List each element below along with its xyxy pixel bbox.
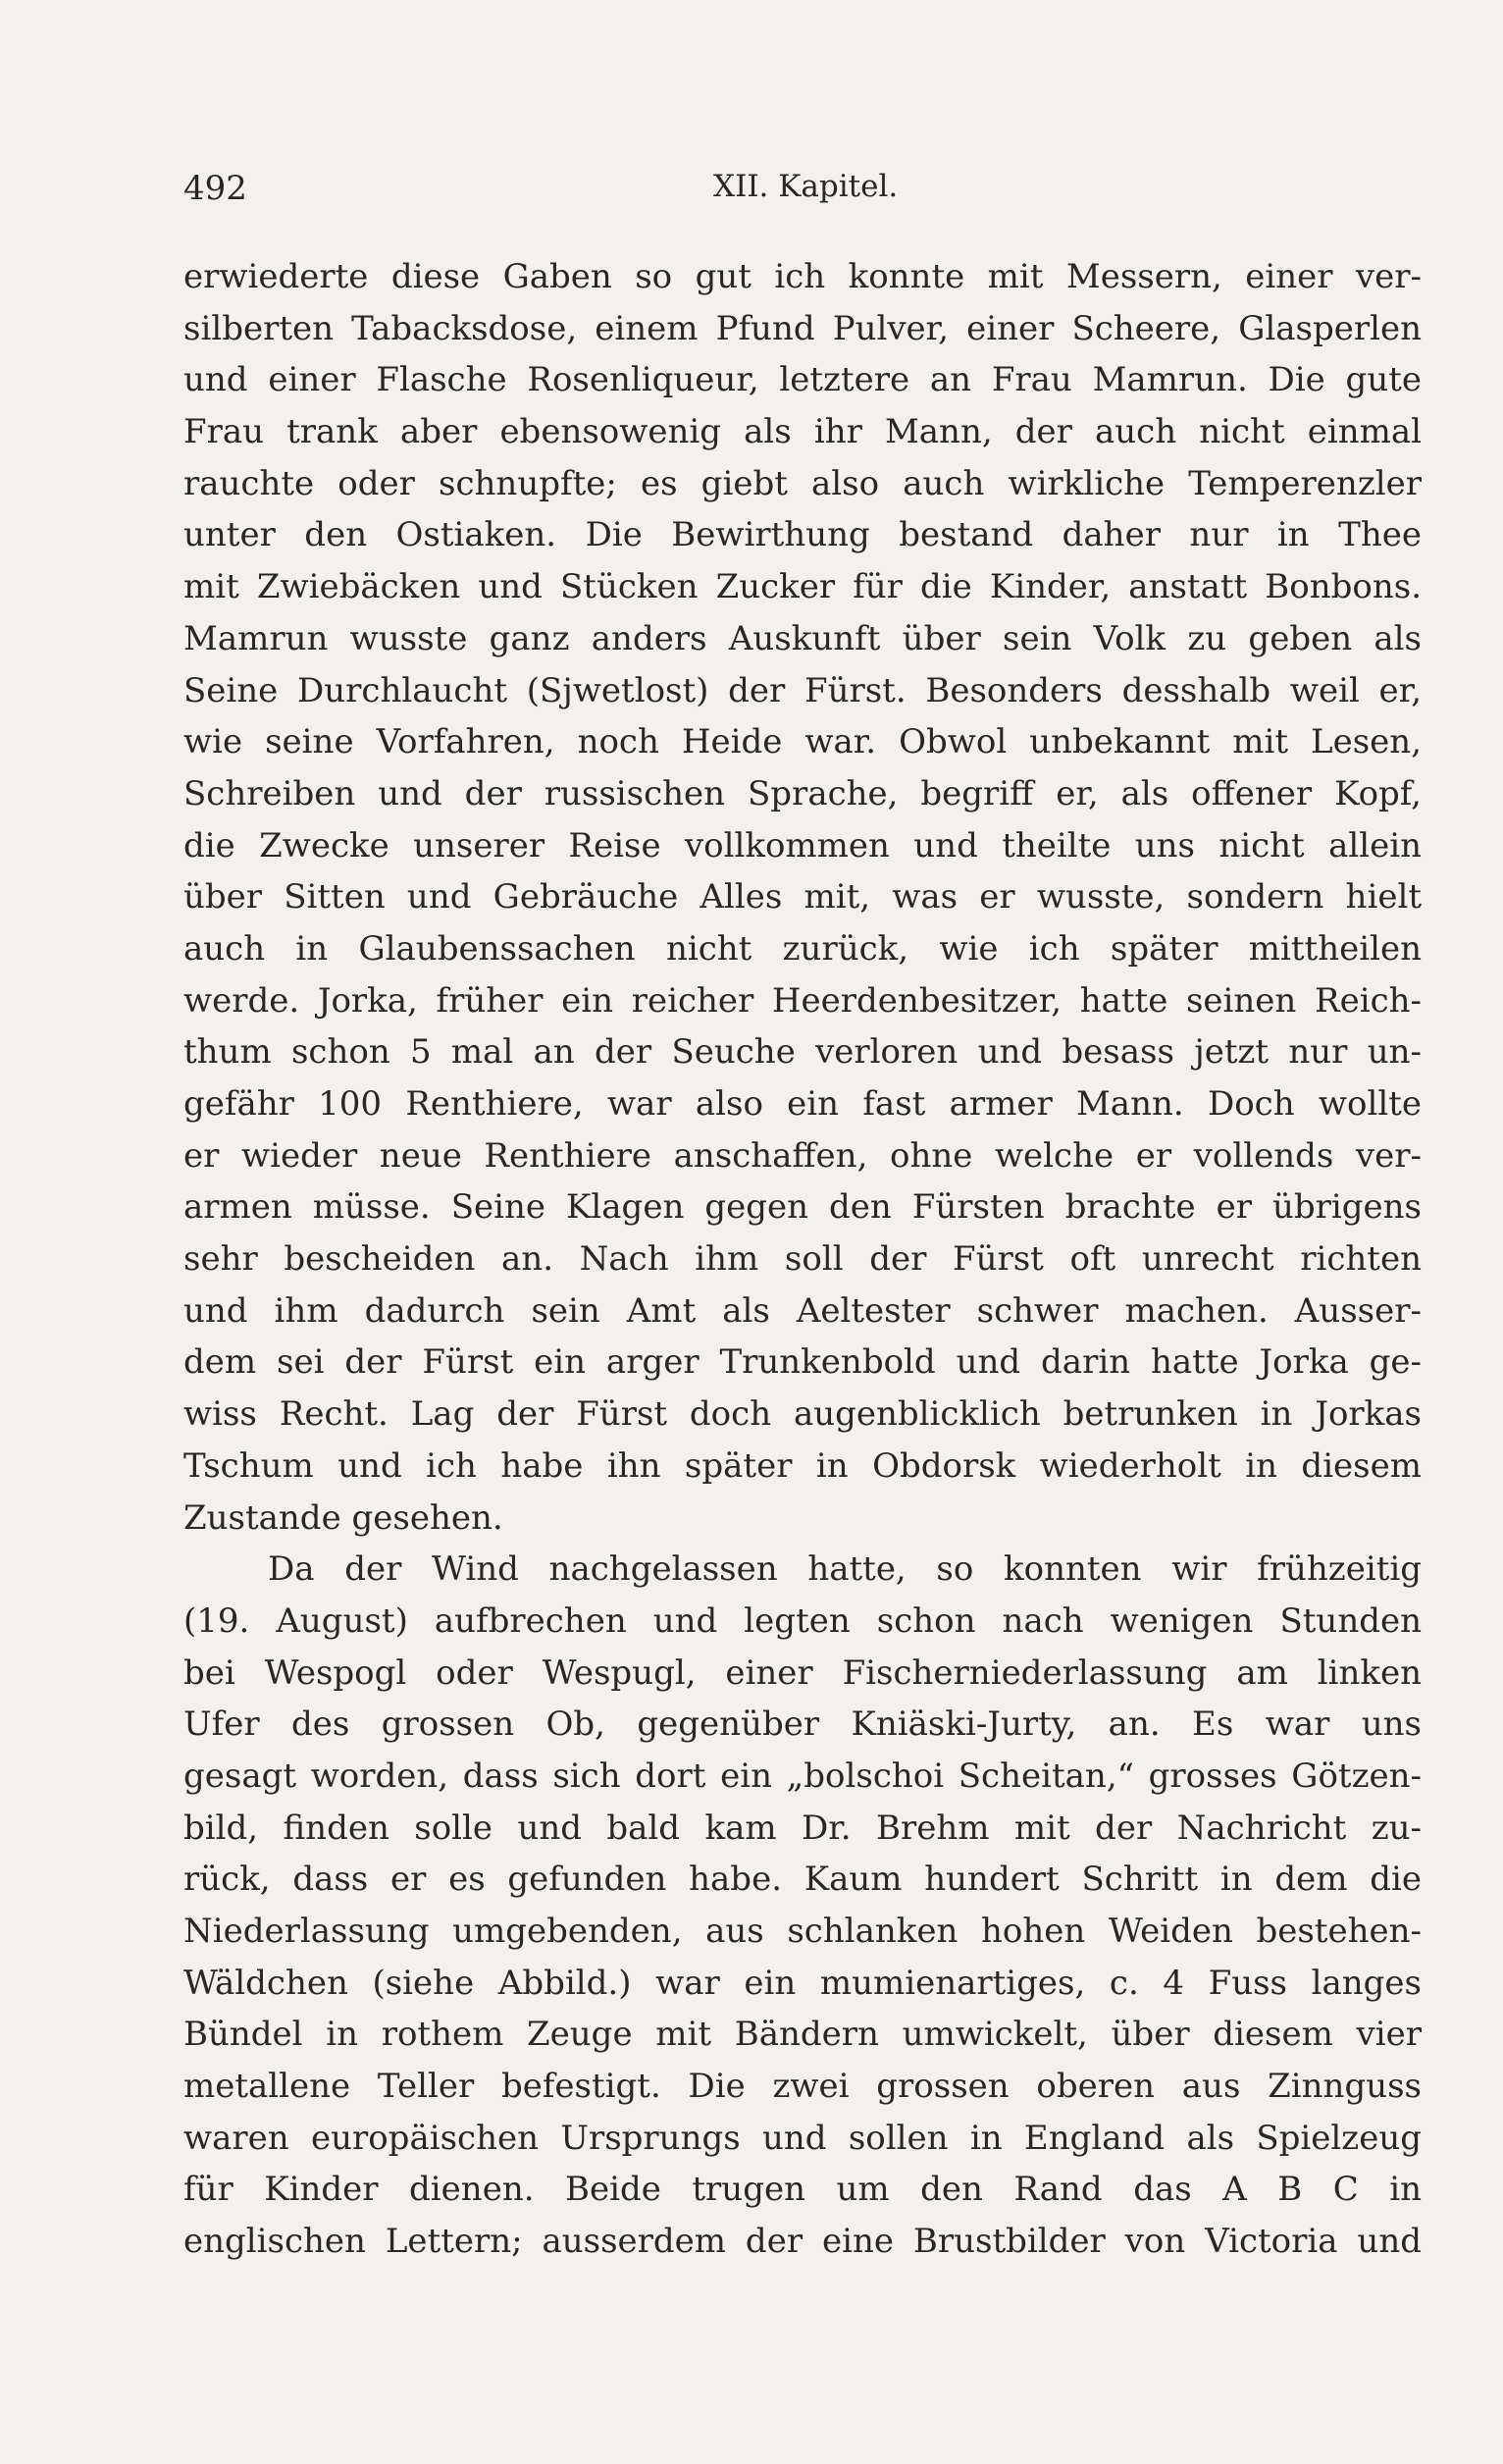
text-line: rück, dass er es gefunden habe. Kaum hundert Schritt in dem die — [183, 1860, 1422, 1900]
text-line: auch in Glaubenssachen nicht zurück, wie ich später mittheilen — [183, 928, 1422, 969]
text-line: waren europäischen Ursprungs und sollen in England als Spielzeug — [183, 2118, 1422, 2158]
text-line: armen müsse. Seine Klagen gegen den Fürsten brachte er übrigens — [183, 1187, 1422, 1228]
text-line: erwiederte diese Gaben so gut ich konnte mit Messern, einer ver- — [183, 257, 1422, 296]
text-line: silberten Tabacksdose, einem Pfund Pulver, einer Scheere, Glasperlen — [183, 308, 1422, 348]
text-line: Mamrun wusste ganz anders Auskunft über sein Volk zu geben als — [183, 618, 1422, 658]
text-line: Wäldchen (siehe Abbild.) war ein mumienartiges, c. 4 Fuss langes — [183, 1963, 1422, 2003]
text-line: metallene Teller befestigt. Die zwei grossen oberen aus Zinnguss — [183, 2067, 1422, 2107]
text-line: wie seine Vorfahren, noch Heide war. Obwol unbekannt mit Lesen, — [183, 722, 1422, 762]
text-line: Seine Durchlaucht (Sjwetlost) der Fürst. Besonders desshalb weil er, — [183, 670, 1422, 710]
text-line: (19. August) aufbrechen und legten schon nach wenigen Stunden — [183, 1600, 1422, 1641]
text-line: mit Zwiebäcken und Stücken Zucker für die Kinder, anstatt Bonbons. — [183, 567, 1422, 607]
text-line: Frau trank aber ebensowenig als ihr Mann, der auch nicht einmal — [183, 412, 1422, 452]
text-line: englischen Lettern; ausserdem der eine Brustbilder von Victoria und — [183, 2222, 1422, 2262]
text-line: sehr bescheiden an. Nach ihm soll der Fürst oft unrecht richten — [183, 1239, 1422, 1280]
text-line: er wieder neue Renthiere anschaffen, ohne welche er vollends ver- — [183, 1135, 1422, 1176]
text-line: Ufer des grossen Ob, gegenüber Kniäski-Jurty, an. Es war uns — [183, 1704, 1422, 1745]
text-line: bild, finden solle und bald kam Dr. Brehm mit der Nachricht zu- — [183, 1808, 1422, 1848]
text-line: über Sitten und Gebräuche Alles mit, was er wusste, sondern hielt — [183, 877, 1422, 917]
text-line: thum schon 5 mal an der Seuche verloren und besass jetzt nur un- — [183, 1032, 1422, 1073]
text-line: Tschum und ich habe ihn später in Obdorsk wiederholt in diesem — [183, 1445, 1422, 1486]
body-text — [183, 251, 1422, 2268]
text-line: gefähr 100 Renthiere, war also ein fast armer Mann. Doch wollte — [183, 1084, 1422, 1124]
text-line: dem sei der Fürst ein arger Trunkenbold und darin hatte Jorka ge- — [183, 1342, 1422, 1383]
text-line: Bündel in rothem Zeuge mit Bändern umwickelt, über diesem vier — [183, 2015, 1422, 2055]
text-line: die Zwecke unserer Reise vollkommen und theilte uns nicht allein — [183, 825, 1422, 865]
text-line: Schreiben und der russischen Sprache, begriff er, als offener Kopf, — [183, 773, 1422, 813]
text-line: für Kinder dienen. Beide trugen um den Rand das A B C in — [183, 2170, 1422, 2210]
text-line: werde. Jorka, früher ein reicher Heerdenbesitzer, hatte seinen Reich- — [183, 980, 1422, 1021]
text-line: Da der Wind nachgelassen hatte, so konnten wir frühzeitig — [268, 1549, 1422, 1590]
text-line: und einer Flasche Rosenliqueur, letztere an Frau Mamrun. Die gute — [183, 360, 1422, 400]
text-line: Niederlassung umgebenden, aus schlanken hohen Weiden bestehen- — [183, 1912, 1422, 1951]
text-line: Zustande gesehen. — [183, 1497, 503, 1538]
text-line: unter den Ostiaken. Die Bewirthung bestand daher nur in Thee — [183, 515, 1422, 555]
text-line: bei Wespogl oder Wespugl, einer Fischerniederlassung am linken — [183, 1652, 1422, 1693]
text-line: und ihm dadurch sein Amt als Aeltester schwer machen. Ausser- — [183, 1290, 1422, 1331]
page-header — [183, 169, 1422, 218]
text-line: rauchte oder schnupfte; es giebt also auch wirkliche Temperenzler — [183, 463, 1422, 503]
text-line: gesagt worden, dass sich dort ein „bolschoi Scheitan,“ grosses Götzen- — [183, 1756, 1422, 1796]
page-number: 492 — [183, 169, 247, 208]
text-line: wiss Recht. Lag der Fürst doch augenblicklich betrunken in Jorkas — [183, 1394, 1422, 1435]
running-head: XII. Kapitel. — [713, 169, 899, 204]
